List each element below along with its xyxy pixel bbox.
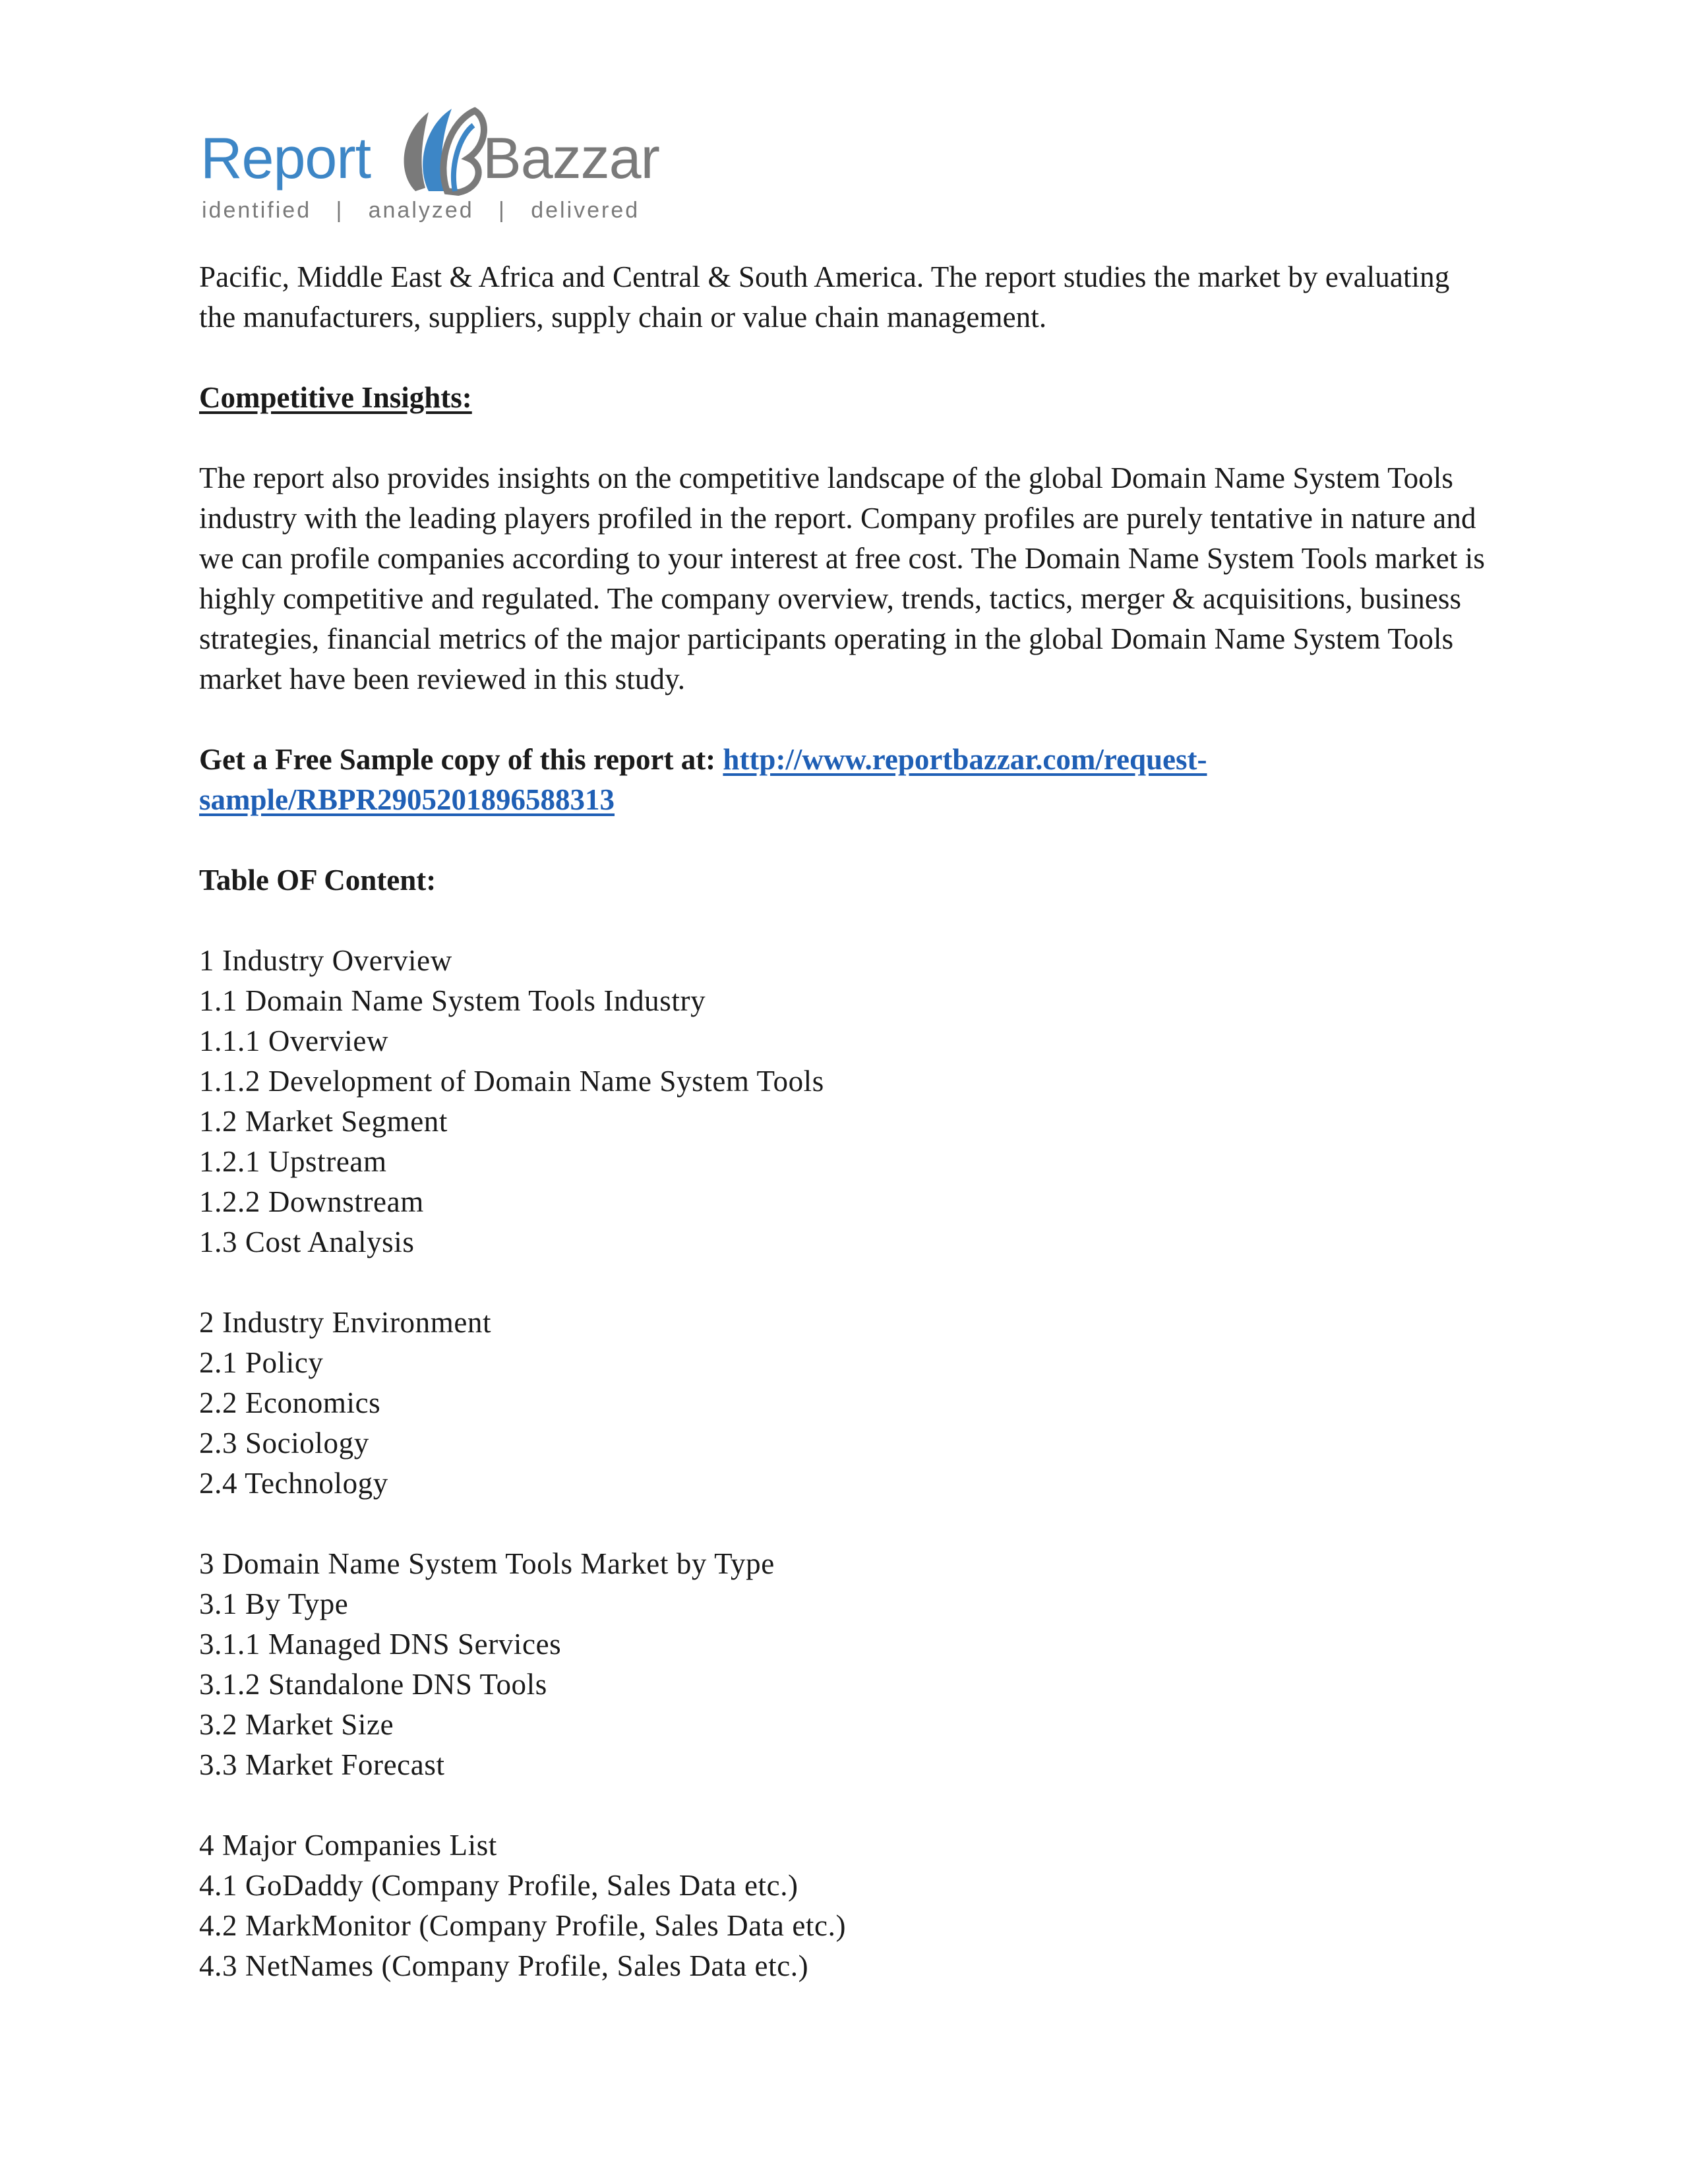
document-body <box>199 257 1492 2026</box>
toc-item: 1.2.1 Upstream <box>199 1145 387 1178</box>
toc-item: 3.1.1 Managed DNS Services <box>199 1628 562 1661</box>
toc-item: 4.2 MarkMonitor (Company Profile, Sales Data etc.) <box>199 1909 847 1942</box>
free-sample-label: Get a Free Sample copy of this report at: <box>199 743 723 776</box>
toc-item: 1.2.2 Downstream <box>199 1185 424 1218</box>
toc-item: 4.3 NetNames (Company Profile, Sales Data etc.) <box>199 1949 809 1982</box>
toc-section <box>199 1303 1492 1504</box>
toc-item: 2 Industry Environment <box>199 1306 492 1339</box>
toc-item: 1.1 Domain Name System Tools Industry <box>199 984 706 1017</box>
toc-section <box>199 1825 1492 1986</box>
logo-graphic <box>198 92 686 231</box>
toc-heading: Table OF Content: <box>199 864 437 897</box>
intro-paragraph: Pacific, Middle East & Africa and Central & South America. The report studies the market by evaluating the manufacturers, suppliers, supply chain or value chain management. <box>199 260 1450 334</box>
toc-section <box>199 1544 1492 1785</box>
logo-word-bazzar: Bazzar <box>483 125 659 191</box>
toc-item: 3.1 By Type <box>199 1587 349 1620</box>
toc-item: 4 Major Companies List <box>199 1829 497 1862</box>
toc-item: 3.2 Market Size <box>199 1708 394 1741</box>
competitive-insights-paragraph: The report also provides insights on the competitive landscape of the global Domain Name System Tools industry with the leading players profiled in the report. Company profiles are purely tentative in nature and we can profile companies according to your interest at free cost. The Domain Name System Tools market is highly competitive and regulated. The company overview, trends, tactics, merger & acquisitions, business strategies, financial metrics of the major participants operating in the global Domain Name System Tools market have been reviewed in this study. <box>199 461 1486 695</box>
toc-item: 4.1 GoDaddy (Company Profile, Sales Data etc.) <box>199 1869 799 1902</box>
logo-emblem-icon <box>404 109 484 192</box>
report-bazzar-logo[interactable] <box>198 92 686 231</box>
free-sample-line <box>199 740 1492 820</box>
toc-section <box>199 941 1492 1262</box>
toc-item: 3.3 Market Forecast <box>199 1748 445 1781</box>
toc-item: 1.3 Cost Analysis <box>199 1225 415 1258</box>
toc-item: 3 Domain Name System Tools Market by Type <box>199 1547 775 1580</box>
toc-item: 2.3 Sociology <box>199 1427 369 1460</box>
logo-word-report: Report <box>200 125 371 191</box>
toc-item: 1 Industry Overview <box>199 944 452 977</box>
toc-item: 1.1.1 Overview <box>199 1024 389 1057</box>
toc-item: 2.2 Economics <box>199 1386 381 1419</box>
toc-item: 3.1.2 Standalone DNS Tools <box>199 1668 547 1701</box>
toc-item: 2.1 Policy <box>199 1346 324 1379</box>
toc-item: 1.1.2 Development of Domain Name System Tools <box>199 1065 824 1098</box>
logo-tagline: identified | analyzed | delivered <box>202 198 640 223</box>
toc-item: 2.4 Technology <box>199 1467 388 1500</box>
toc-item: 1.2 Market Segment <box>199 1105 448 1138</box>
competitive-insights-heading: Competitive Insights: <box>199 381 472 414</box>
free-sample-link[interactable]: http://www.reportbazzar.com/request-sample/RBPR2905201896588313 <box>199 743 1207 816</box>
